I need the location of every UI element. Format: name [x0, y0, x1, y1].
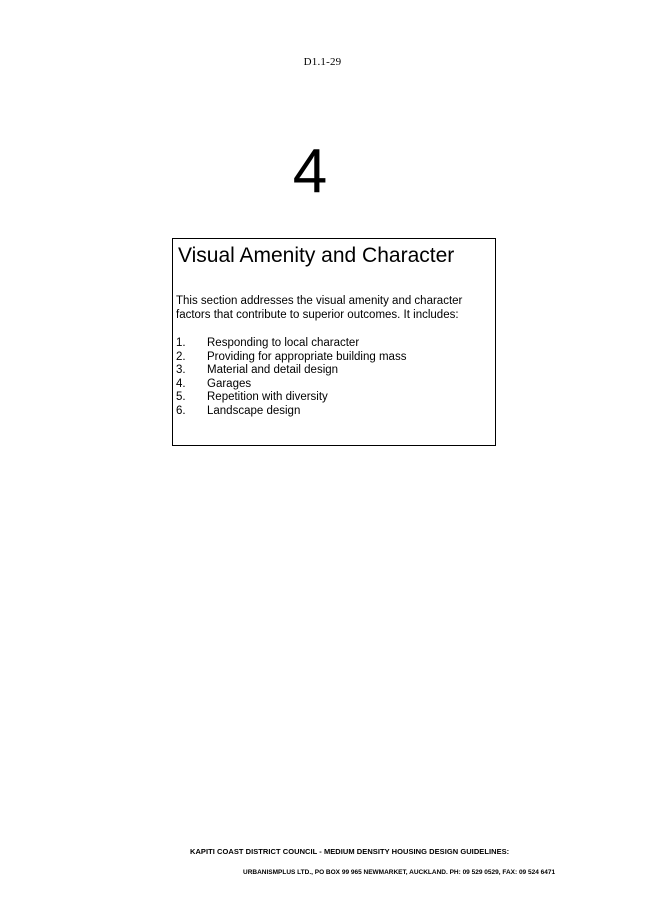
list-item [176, 405, 406, 419]
list-item-number: 1. [176, 337, 186, 349]
list-item [176, 337, 406, 351]
footer-council-title: KAPITI COAST DISTRICT COUNCIL - MEDIUM DENSITY HOUSING DESIGN GUIDELINES: [190, 847, 510, 856]
list-item [176, 351, 406, 365]
section-number: 4 [292, 137, 328, 206]
list-item-number: 6. [176, 404, 186, 417]
list-item-number: 5. [176, 391, 186, 404]
footer-contact-details: URBANISMPLUS LTD., PO BOX 99 965 NEWMARKET, AUCKLAND. PH: 09 529 0529, FAX: 09 524 6471 [243, 869, 556, 876]
list-item-text: Landscape design [207, 404, 301, 417]
list-item-number: 2. [176, 350, 186, 363]
topic-list [176, 337, 406, 419]
section-intro: This section addresses the visual amenity and character factors that contribute to superior outcomes. It includes: [176, 295, 463, 321]
section-title: Visual Amenity and Character [178, 244, 455, 267]
list-item [176, 378, 406, 392]
list-item-text: Responding to local character [207, 337, 360, 349]
list-item [176, 391, 406, 405]
page-reference: D1.1-29 [303, 56, 342, 68]
list-item [176, 364, 406, 378]
list-item-text: Providing for appropriate building mass [207, 350, 407, 363]
list-item-number: 3. [176, 364, 186, 377]
list-item-number: 4. [176, 377, 186, 390]
section-summary-box [172, 238, 496, 446]
list-item-text: Garages [207, 377, 252, 390]
list-item-text: Repetition with diversity [207, 391, 328, 404]
list-item-text: Material and detail design [207, 364, 339, 377]
